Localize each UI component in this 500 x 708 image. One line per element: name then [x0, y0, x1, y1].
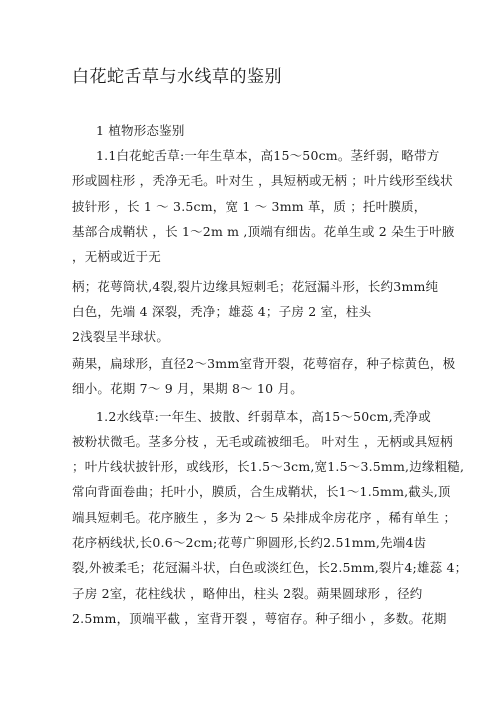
paragraph-line: 2浅裂呈半球状。 [72, 329, 170, 344]
paragraph-line: ；叶片线状披针形，或线形，长1.5～3cm,宽1.5～3.5mm,边缘粗糙, [72, 459, 465, 474]
paragraph-line: 柄；花萼筒状,4裂,裂片边缘具短刺毛；花冠漏斗形，长约3mm纯 [72, 279, 439, 294]
paragraph-line: 细小。花期 7～ 9 月，果期 8～ 10 月。 [72, 381, 303, 396]
paragraph-line: 蒴果，扁球形，直径2～3mm室背开裂，花萼宿存，种子棕黄色，极 [72, 356, 456, 371]
paragraph-line: 披针形 ，长 1 ～ 3.5cm，宽 1 ～ 3mm 革，质 ；托叶膜质， [72, 199, 427, 214]
paragraph-line: 2.5mm，顶端平截 ，室背开裂 ，萼宿存。种子细小 ，多数。花期 [72, 611, 447, 626]
paragraph-line: ，无柄或近于无 [72, 249, 161, 264]
page-title: 白花蛇舌草与水线草的鉴别 [72, 67, 282, 87]
paragraph-line: 裂,外被柔毛；花冠漏斗状，白色或淡红色，长2.5mm,裂片4;雄蕊 4； [72, 560, 468, 575]
paragraph-line: 常向背面卷曲；托叶小，膜质，合生成鞘状，长1～1.5mm,截头,顶 [72, 484, 451, 499]
paragraph-line: 1.1白花蛇舌草:一年生草本，高15～50cm。茎纤弱，略带方 [96, 148, 440, 163]
paragraph-line: 端具短刺毛。花序腋生 ，多为 2～ 5 朵排成伞房花序 ，稀有单生 ； [72, 510, 457, 525]
paragraph-line: 形或圆柱形 ，秃净无毛。叶对生 ，具短柄或无柄 ；叶片线形至线状 [72, 173, 453, 188]
paragraph-line: 子房 2室，花柱线状 ，略伸出，柱头 2裂。蒴果圆球形 ，径约 [72, 586, 423, 601]
paragraph-line: 被粉状微毛。茎多分枝 ，无毛或疏被细毛。 叶对生 ，无柄或具短柄 [72, 434, 453, 449]
paragraph-line: 基部合成鞘状 ，长 1～2m m ,顶端有细齿。花单生或 2 朵生于叶腋 [72, 224, 455, 239]
paragraph-line: 花序柄线状,长0.6～2cm;花萼广卵圆形,长约2.51mm,先端4齿 [72, 535, 427, 550]
paragraph-line: 1.2水线草:一年生、披散、纤弱草本，高15～50cm,秃净或 [96, 409, 431, 424]
section-heading: 1 植物形态鉴别 [96, 123, 185, 138]
paragraph-line: 白色，先端 4 深裂，秃净；雄蕊 4；子房 2 室，柱头 [72, 304, 372, 319]
